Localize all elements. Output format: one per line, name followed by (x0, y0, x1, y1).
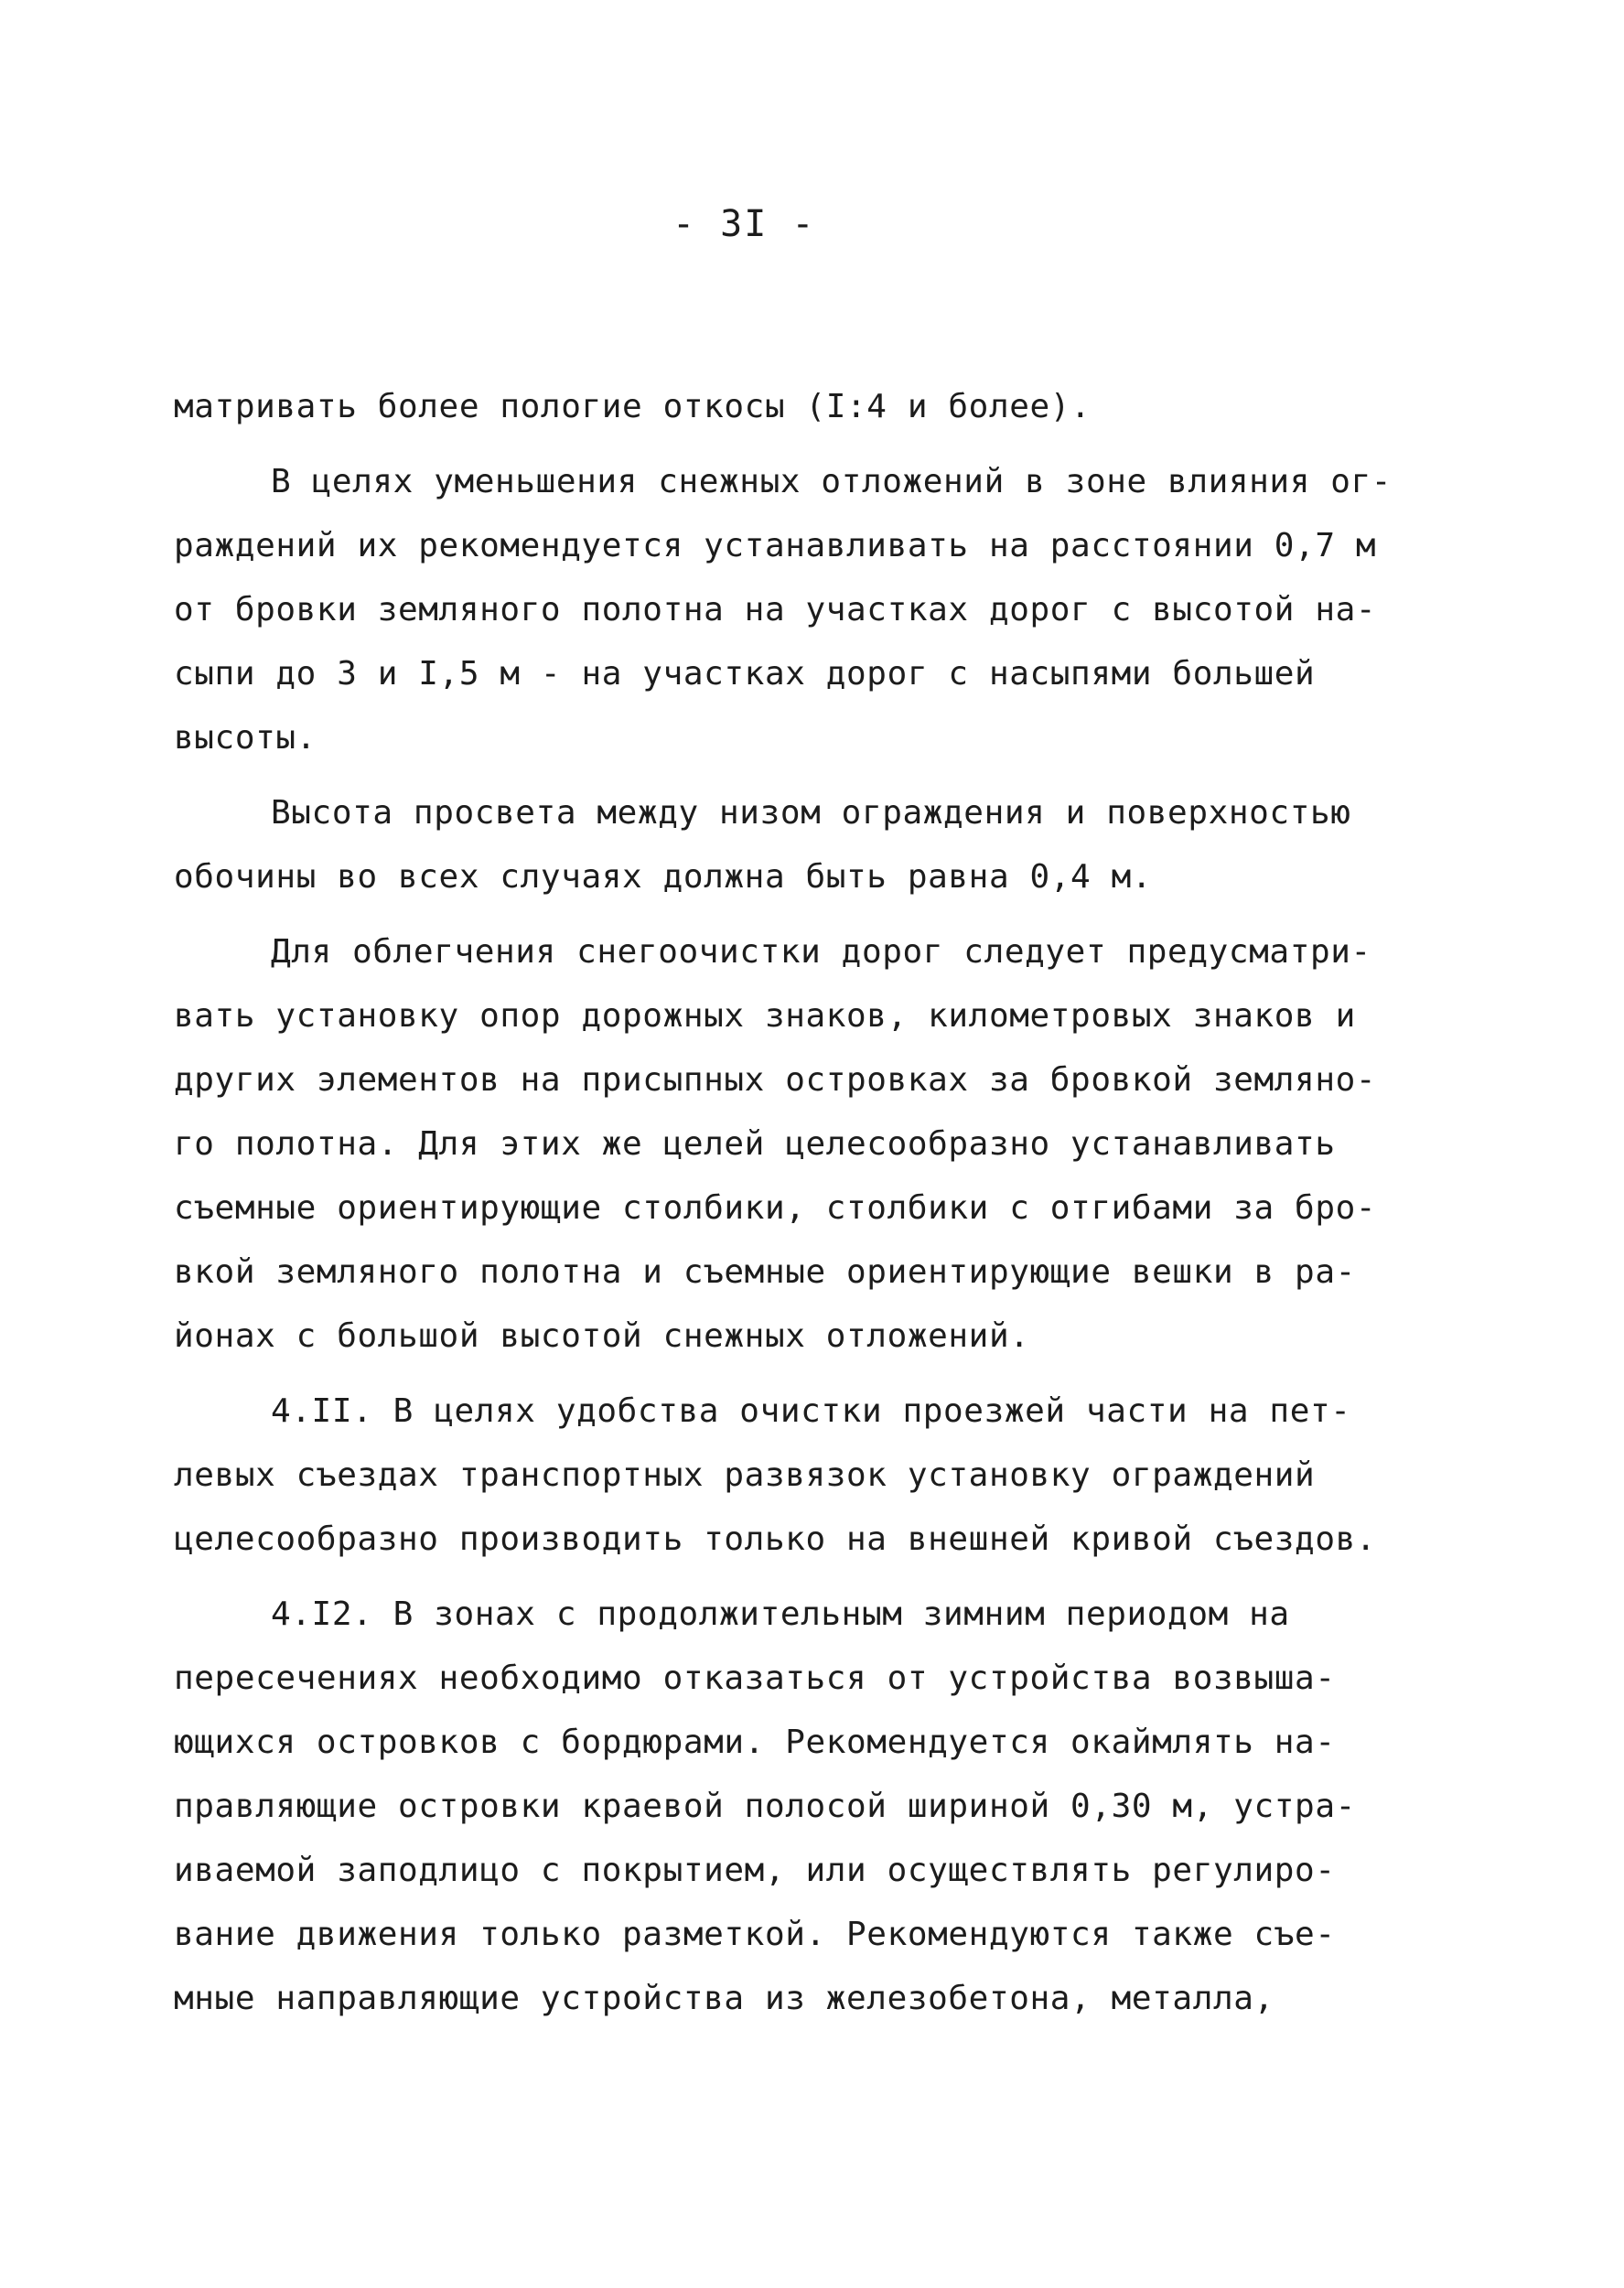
text-line: йонах с большой высотой снежных отложений. (174, 1317, 1030, 1355)
text-line: го полотна. Для этих же целей целесообразно устанавливать (174, 1125, 1336, 1163)
text-line: раждений их рекомендуется устанавливать на расстоянии 0,7 м (174, 527, 1377, 564)
text-line: матривать более пологие откосы (I:4 и более). (174, 388, 1092, 425)
section-4-11-line: 4.II. В целях удобства очистки проезжей части на пет- (271, 1392, 1351, 1430)
text-line: сыпи до 3 и I,5 м - на участках дорог с насыпями большей (174, 655, 1316, 693)
page-number: - 3I - (672, 203, 816, 245)
text-line: левых съездах транспортных развязок установку ограждений (174, 1456, 1316, 1494)
text-line: мные направляющие устройства из железобетона, металла, (174, 1980, 1274, 2017)
text-line: пересечениях необходимо отказаться от устройства возвыша- (174, 1660, 1336, 1697)
paragraph-start-line: Для облегчения снегоочистки дорог следует предусматри- (271, 933, 1371, 971)
text-line: вание движения только разметкой. Рекомендуются также съе- (174, 1916, 1336, 1953)
text-line: обочины во всех случаях должна быть равна 0,4 м. (174, 858, 1153, 896)
text-line: ющихся островков с бордюрами. Рекомендуется окаймлять на- (174, 1724, 1336, 1761)
text-line: иваемой заподлицо с покрытием, или осуществлять регулиро- (174, 1852, 1336, 1889)
section-4-12-line: 4.I2. В зонах с продолжительным зимним периодом на (271, 1595, 1290, 1633)
text-line: высоты. (174, 719, 317, 757)
text-line: других элементов на присыпных островках за бровкой земляно- (174, 1061, 1377, 1099)
paragraph-start-line: Высота просвета между низом ограждения и поверхностью (271, 794, 1351, 832)
text-line: вать установку опор дорожных знаков, километровых знаков и (174, 997, 1356, 1035)
paragraph-start-line: В целях уменьшения снежных отложений в зоне влияния ог- (271, 463, 1393, 500)
text-line: съемные ориентирующие столбики, столбики с отгибами за бро- (174, 1189, 1377, 1227)
text-line: правляющие островки краевой полосой шириной 0,30 м, устра- (174, 1788, 1356, 1825)
text-line: от бровки земляного полотна на участках дорог с высотой на- (174, 591, 1377, 628)
text-line: вкой земляного полотна и съемные ориентирующие вешки в ра- (174, 1253, 1356, 1291)
text-line: целесообразно производить только на внешней кривой съездов. (174, 1520, 1377, 1558)
body-text (174, 375, 1393, 2031)
